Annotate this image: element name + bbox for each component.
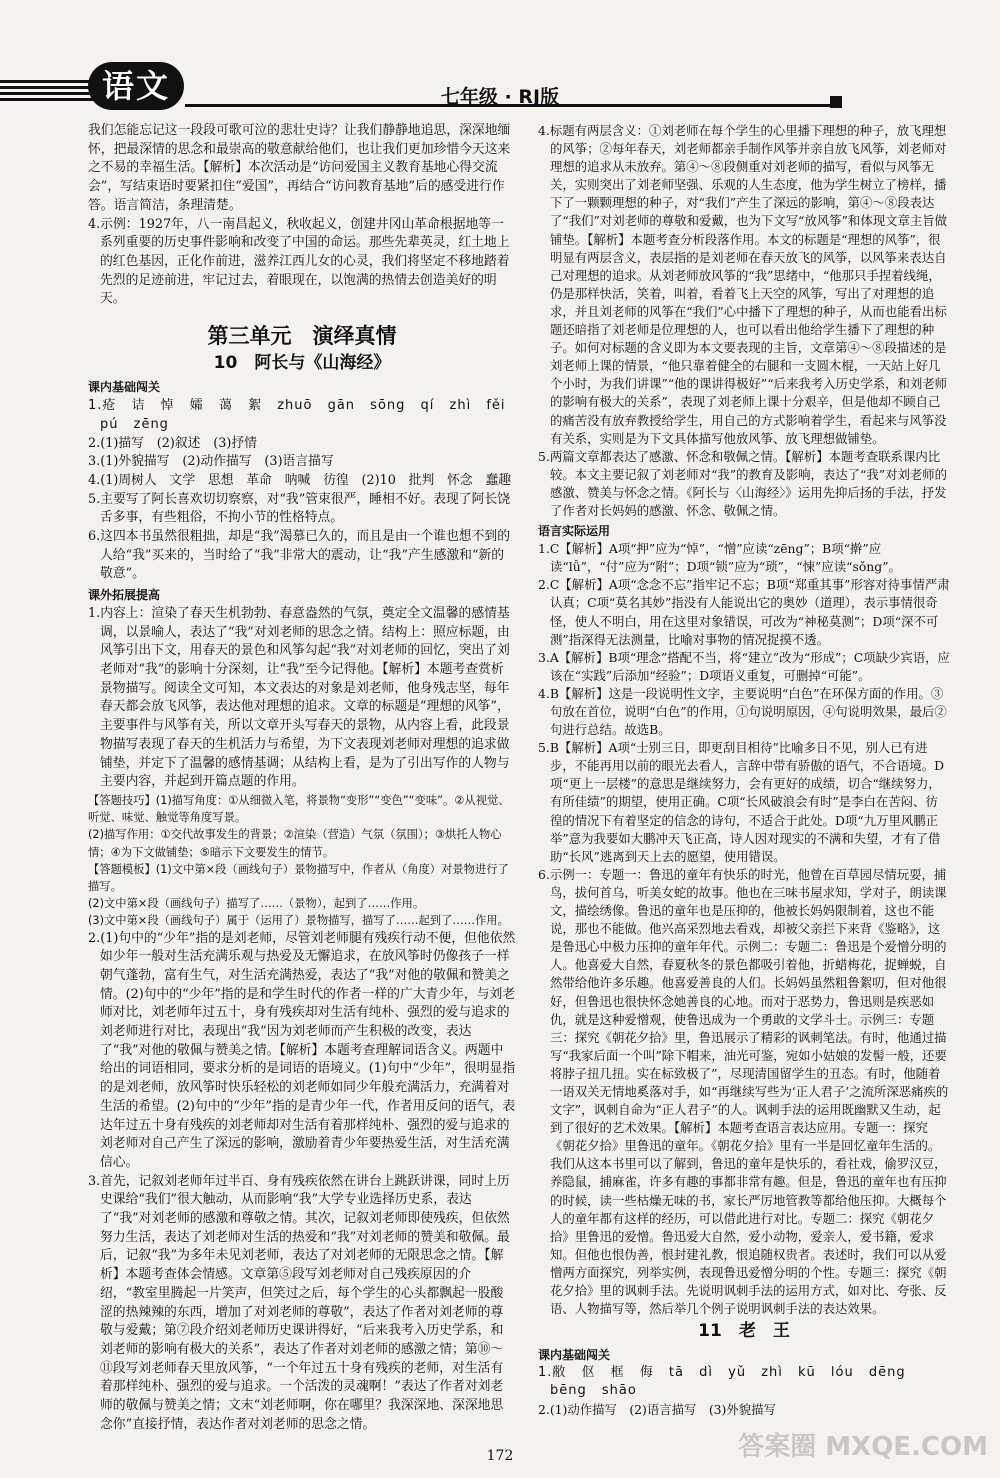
- answer-item: 5.主要写了阿长喜欢切切察察，对“我”管束很严，睡相不好。表现了阿长饶舌多事，有些粗俗，不拘小节的性格特点。: [88, 491, 510, 526]
- answer-item: 4.标题有两层含义：①刘老师在每个学生的心里播下理想的种子，放飞理想的风筝；②每年春天，刘老师都亲手制作风筝并亲自放飞风筝，刘老师对理想的追求从未放弃。第④～⑧段侧重对刘老师的描写，看似与风筝无关，实则突出了刘老师坚强、乐观的人生态度，他为学生树立了榜样，播下了一颗颗理想的种子，对“我们”产生了深远的影响，第④～⑧段表达了“我们”对刘老师的尊敬和爱戴，也为下文写“放风筝”和体现文章主旨做铺垫。【解析】本题考查分析段落作用。本文的标题是“理想的风筝”，很明显有两层含义，表层指的是刘老师在春天放飞的风筝，以风筝来表达自己对理想的追求。从刘老师放风筝的“我”思绪中，“他那只手捏着线绳，仍是那样快活，笑着，叫着，看着飞上天空的风筝，写出了对理想的追求，并且刘老师的风筝在“我们”心中播下了理想的种子，从而也能看出标题还暗指了刘老师是位理想的人，也可以看出他给学生播下了理想的种子。如何对标题的含义即为本文要表现的主旨，文章第④～⑧段描述的是刘老师上课的情景，“他只靠着健全的右腿和一支圆木棍，一天站上好几个小时，为我们讲课”“他的课讲得极好”“后来我考入历史学系，和刘老师的影响有极大的关系”，表现了刘老师上课十分艰辛，但是他却不顾自己的痛苦没有放弃教授给学生，用自己的方式影响着学生，看起来与风筝没有关系，实则是为下文具体描写他放风筝、放飞理想做铺垫。: [538, 123, 948, 446]
- answer-item: 2.(1)句中的“少年”指的是刘老师，尽管刘老师腿有残疾行动不便，但他依然如少年一般对生活充满乐观与热爱及无懈追求，在放风筝时仍像孩子一样朝气蓬勃，富有生气，对生活充满热爱，表达了“我”对他的敬佩和赞美之情。(2)句中的“少年”指的是和学生时代的作者一样的广大青少年，与刘老师对比，刘老师年过五十，身有残疾却对生活有纯朴、强烈的爱与追求的刘老师进行对比，表现出“我”因为刘老师而产生积极的改变，表达了“我”对他的敬佩与赞美之情。【解析】本题考查理解词语含义。两题中给出的词语相同，要求分析的是词语的语境义。(1)句中“少年”，很明显指的是刘老师，放风筝时快乐轻松的刘老师如同少年般充满活力，充满着对生活的希望。(2)句中的“少年”指的是青少年一代，作者用反问的语气，表达年过五十身有残疾的刘老师却对生活有着那样纯朴、强烈的爱与追求的刘老师对自己产生了深远的影响，激励着青少年要热爱生活，对生活充满信心。: [88, 930, 516, 1170]
- answer-template: 【答题模板】(1)文中第×段（画线句子）景物描写中，作者从（角度）对景物进行了描写。: [88, 862, 509, 893]
- answer-item: 3.(1)外貌描写 (2)动作描写 (3)语言描写: [88, 454, 334, 470]
- lesson-title: 11 老 王: [698, 1321, 790, 1342]
- answer-tip: (2)描写作用：①交代故事发生的背景；②渲染（营造）气氛（氛围）；③烘托人物心情；④为下文做铺垫；⑤暗示下文要发生的情节。: [88, 828, 502, 859]
- answer-item: 3.首先，记叙刘老师年过半百、身有残疾依然在讲台上跳跃讲课，同时上历史课给“我们”很大触动，从而影响“我”大学专业选择历史系，表达了“我”对刘老师的感激和尊敬之情。其次，记叙刘老师即使残疾，但依然努力生活，表达了刘老师对生活的热爱和“我”对刘老师的赞美和敬佩。最后，记叙“我”为多年未见刘老师，表达了对刘老师的无限思念之情。【解析】本题考查体会情感。文章第⑤段写刘老师对自己残疾原因的介绍，“教室里腾起一片笑声，但笑过之后，每个学生的心头都飘起一股酸涩的热辣辣的东西，增加了对刘老师的尊敬”，表达了作者对刘老师的尊敬与爱戴；第⑦段介绍刘老师历史课讲得好，“后来我考入历史学系，和刘老师的影响有极大的关系”，表达了作者对刘老师的感激之情；第⑩～⑪段写刘老师春天里放风筝，“一个年过五十身有残疾的老师，对生活有着那样纯朴、强烈的爱与追求。一个活泼的灵魂啊！”表达了作者对刘老师的敬佩与赞美之情；文末“刘老师啊，你在哪里？我深深地、深深地思念你”直接抒情，表达作者对刘老师的思念之情。: [88, 1173, 510, 1432]
- answer-item: 2.(1)描写 (2)叙述 (3)抒情: [88, 435, 257, 451]
- page-number: 172: [486, 1448, 514, 1464]
- answer-item: 1.疮 诘 悼 孀 蔼 絮 zhuō gān sōng qí zhì fěi pú zēng: [88, 398, 506, 432]
- page-header: [0, 0, 1000, 118]
- answer-item: 3.A【解析】B项“理念”搭配不当，将“建立”改为“形成”；C项缺少宾语，应该在“实践”后添加“经验”；D项语义重复，可删掉“可能”。: [538, 649, 950, 683]
- header-square-icon: [830, 96, 842, 108]
- answer-item: 4.B【解析】这是一段说明性文字，主要说明“白色”在环保方面的作用。③句放在首位，说明“白色”的作用，①句说明原因，④句说明效果，最后②句进行总结。故选B。: [538, 685, 947, 738]
- answer-item: 5.B【解析】A项“士别三日，即更刮目相待”比喻多日不见，别人已有进步，不能再用以前的眼光去看人，言辞中带有骄傲的语气，不合语境。D项“更上一层楼”的意思是继续努力，会有更好的成绩，切合“继续努力，有所佳绩”的期望，使用正确。C项“长风破浪会有时”是李白在苦闷、彷徨的情况下有着坚定的信念的诗句，不适合于此处。D项“九万里风鹏正举”意为我要如大鹏冲天飞正高，诗人因对现实的不满和失望，才有了借助“长风”逃离到天上去的愿望，使用错误。: [538, 740, 945, 864]
- answer-item: 6.示例一：专题一：鲁迅的童年有快乐的时光，他曾在百草园尽情玩耍，捕鸟，拔何首乌，听美女蛇的故事。他也在三味书屋求知，学对子，朗读课文，描绘绣像。鲁迅的童年也是压抑的，他被长妈妈限制着，这也不能说，那也不能做。他兴高采烈地去看戏，却被父亲拦下来背《鉴略》，这是鲁迅心中极力压抑的童年年代。示例二：专题二：鲁迅是个爱憎分明的人。他喜爱大自然，春夏秋冬的景色都吸引着他，折蜡梅花，捉蝉蜕，自然带给他许多乐趣。他喜爱善良的人们。长妈妈虽然粗鲁絮叨，但对他很好，但鲁迅也很快怀念她善良的心地。而对于恶势力，鲁迅则是疾恶如仇，就是这种爱憎观，使鲁迅成为一个勇敢的文学斗士。示例三：专题三：探究《朝花夕拾》里，鲁迅展示了精彩的讽刺笔法。有时，他通过描写“我家后面一个叫”除下帽来，油光可鉴，宛如小姑娘的发髻一般，还要将脖子扭几扭。实在标致极了”，尽现清国留学生的丑态。有时，他随着一语双关无情地奚落对手，如“再继续写些为‘正人君子’之流所深恶痛疾的文字”，讽刺自命为“正人君子”的人。讽刺手法的运用既幽默又生动，起到了很好的艺术效果。【解析】本题考查语言表达应用。专题一：探究《朝花夕拾》里鲁迅的童年。《朝花夕拾》里有一半是回忆童年生活的。我们从这本书里可以了解到，鲁迅的童年是快乐的，看社戏，偷罗汉豆，养隐鼠，捕麻雀，许多有趣的事都非常有趣。但是，鲁迅的童年也有压抑的时候，读一些枯燥无味的书，家长严厉地管教等都给他压抑。大概每个人的童年都有这样的经历，可以借此进行对比。专题二：探究《朝花夕拾》里鲁迅的爱憎。鲁迅爱大自然，爱小动物，爱亲人，爱书籍，爱求知。但他也恨伪善，恨封建礼教，恨追随权贵者。表述时，我们可以从爱憎两方面探究，列举实例，表现鲁迅爱憎分明的个性。专题三：探究《朝花夕拾》里的讽刺手法。先说明讽刺手法的运用方式，如对比、夸张、反语、人物描写等，然后举几个例子说明讽刺手法的表达效果。: [538, 866, 949, 1317]
- answer-item: 1.C【解析】A项“押”应为“悼”，“憎”应读“zēng”；B项“擀”应读“lǚ”，“付”应为“附”；D项“锁”应为“琐”，“悚”应读“sǒng”。: [538, 541, 901, 575]
- answer-item: 4.(1)周树人 文学 思想 革命 呐喊 彷徨 (2)10 批判 怀念 蠢趣: [88, 472, 512, 488]
- answer-item: 5.两篇文章都表达了感激、怀念和敬佩之情。【解析】本题考查联系课内比较。本文主要记叙了刘老师对“我”的教育及影响，表达了“我”对刘老师的感激、赞美与怀念之情。《阿长与〈山海经〉》运用先抑后扬的手法，抒发了作者对长妈妈的感激、怀念、敬佩之情。: [538, 448, 948, 518]
- answer-item: 6.这四本书虽然很粗拙，却是“我”渴慕已久的，而且是由一个谁也想不到的人给“我”买来的，当时给了“我”非常大的震动，让“我”产生感激和“新的敬意”。: [88, 529, 510, 582]
- watermark-logo: 答案圈 MXQE.COM: [738, 1432, 988, 1462]
- section-heading: 课外拓展提高: [88, 588, 161, 603]
- section-heading: 语言实际运用: [538, 524, 611, 539]
- left-column: [88, 122, 516, 1435]
- answer-tip: 【答题技巧】(1)描写角度：①从细微入笔，将景物“变形”“变色”“变味”。②从视觉、听觉、味觉、触觉等角度写景。: [88, 793, 510, 825]
- answer-text: 我们怎能忘记这一段段可歌可泣的悲壮史诗？让我们静静地追思，深深地缅怀，把最深情的思念和最崇高的敬意献给他们，也让我们更加珍惜今天这来之不易的幸福生活。【解析】本次活动是“访问爱国主义教育基地心得交流会”，写结束语时要紧扣住“爱国”，再结合“访问教育基地”后的感受进行作答。语言简洁，条理清楚。: [88, 123, 511, 213]
- section-heading: 课内基础闯关: [88, 380, 161, 395]
- right-column: [538, 122, 950, 1419]
- lesson-title: 10 阿长与《山海经》: [213, 352, 391, 373]
- answer-template: (2)文中第×段（画线句子）描写了……（景物），起到了……作用。: [88, 897, 425, 911]
- header-stripes: [0, 80, 95, 104]
- answer-item: 2.C【解析】A项“念念不忘”指牢记不忘；B项“郑重其事”形容对待事情严肃认真；C项“莫名其妙”指没有人能说出它的奥妙（道理），表示事情很奇怪，使人不明白，用在这里对象错误，可改为“神秘莫测”；D项“深不可测”指深得无法测量，比喻对事物的情况捉摸不透。: [538, 577, 950, 647]
- section-heading: 课内基础闯关: [538, 1348, 611, 1363]
- answer-item: 4.示例：1927年，八一南昌起义，秋收起义，创建井冈山革命根据地等一系列重要的历史事件影响和改变了中国的命运。那些先辈英灵，红土地上的红色基因，正化作前进，滋养江西儿女的心灵，我们将坚定不移地踏着先烈的足迹前进，牢记过去，着眼现在，以饱满的热情去创造美好的明天。: [88, 216, 510, 307]
- answer-item: 1.敝 伛 框 侮 tā dì yǔ zhì kū lóu dēng bēng shāo: [538, 1365, 906, 1399]
- answer-template: (3)文中第×段（画线句子）属于（运用了）景物描写，描写了……起到了……作用。: [88, 914, 509, 928]
- subject-logo: 语文: [88, 62, 184, 110]
- unit-title: 第三单元 演绎真情: [207, 324, 397, 349]
- grade-label: 七年级 · RJ版: [440, 86, 560, 108]
- answer-item: 1.内容上：渲染了春天生机勃勃、春意盎然的气氛，奠定全文温馨的感情基调，以景喻人，表达了“我”对刘老师的思念之情。结构上：照应标题，由风筝引出下文，用春天的景色和风筝勾起“我”对刘老师的回忆，突出了刘老师对“我”的影响十分深刻，让“我”至今记得他。【解析】本题考查赏析景物描写。阅读全文可知，本文表达的对象是刘老师，他身残志坚，每年春天都会放飞风筝，表达他对理想的追求。文章的标题是“理想的风筝”，主要事件与风筝有关，所以文章开头写春天的景物，从内容上看，此段景物描写表现了春天的生机活力与希望，为下文表现刘老师对理想的追求做铺垫，并定下了温馨的感情基调；从结构上看，是为了引出写作的人物与主要内容，并起到开篇点题的作用。: [88, 605, 510, 790]
- answer-item: 2.(1)动作描写 (2)语言描写 (3)外貌描写: [538, 1401, 776, 1417]
